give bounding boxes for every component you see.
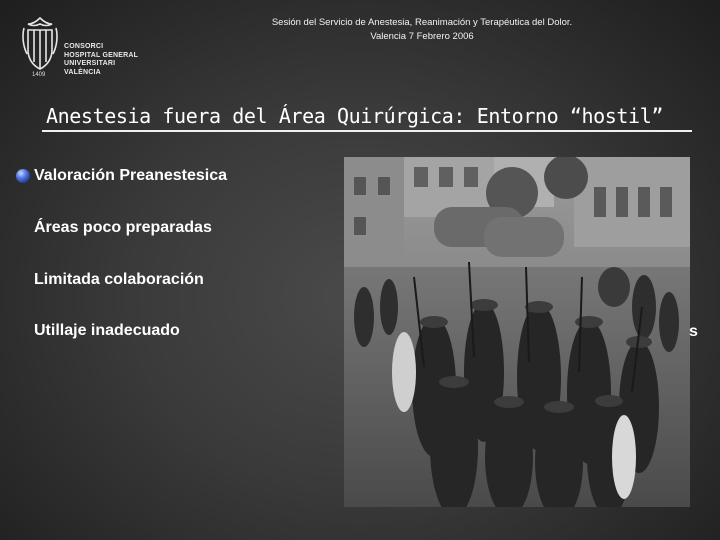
logo-line: HOSPITAL GENERAL [64, 51, 139, 59]
hospital-logo [18, 14, 148, 82]
logo-line: CONSORCI [64, 43, 104, 50]
event-line-2: Valencia 7 Febrero 2006 [370, 31, 474, 42]
historical-photo-soldiers [344, 157, 690, 507]
title-underline [42, 130, 692, 132]
obscured-text-fragment: s [689, 323, 698, 340]
event-header [252, 16, 592, 44]
slide-title: Anestesia fuera del Área Quirúrgica: Entorno “hostil” [46, 104, 663, 128]
blue-sphere-bullet-icon [16, 169, 30, 183]
bullet-item: Limitada colaboración [34, 271, 204, 288]
bullet-item: Utillaje inadecuado [34, 322, 180, 339]
logo-line: VALÈNCIA [64, 68, 101, 76]
logo-wordmark [64, 43, 138, 77]
bullet-lead-row [16, 167, 227, 185]
hospital-crest-icon [18, 14, 62, 74]
logo-year: 1409 [32, 72, 46, 78]
logo-line: UNIVERSITARI [64, 60, 116, 67]
bullet-item: Áreas poco preparadas [34, 219, 212, 236]
bullet-lead-text: Valoración Preanestesica [34, 167, 227, 184]
event-line-1: Sesión del Servicio de Anestesia, Reanimación y Terapéutica del Dolor. [271, 17, 573, 28]
